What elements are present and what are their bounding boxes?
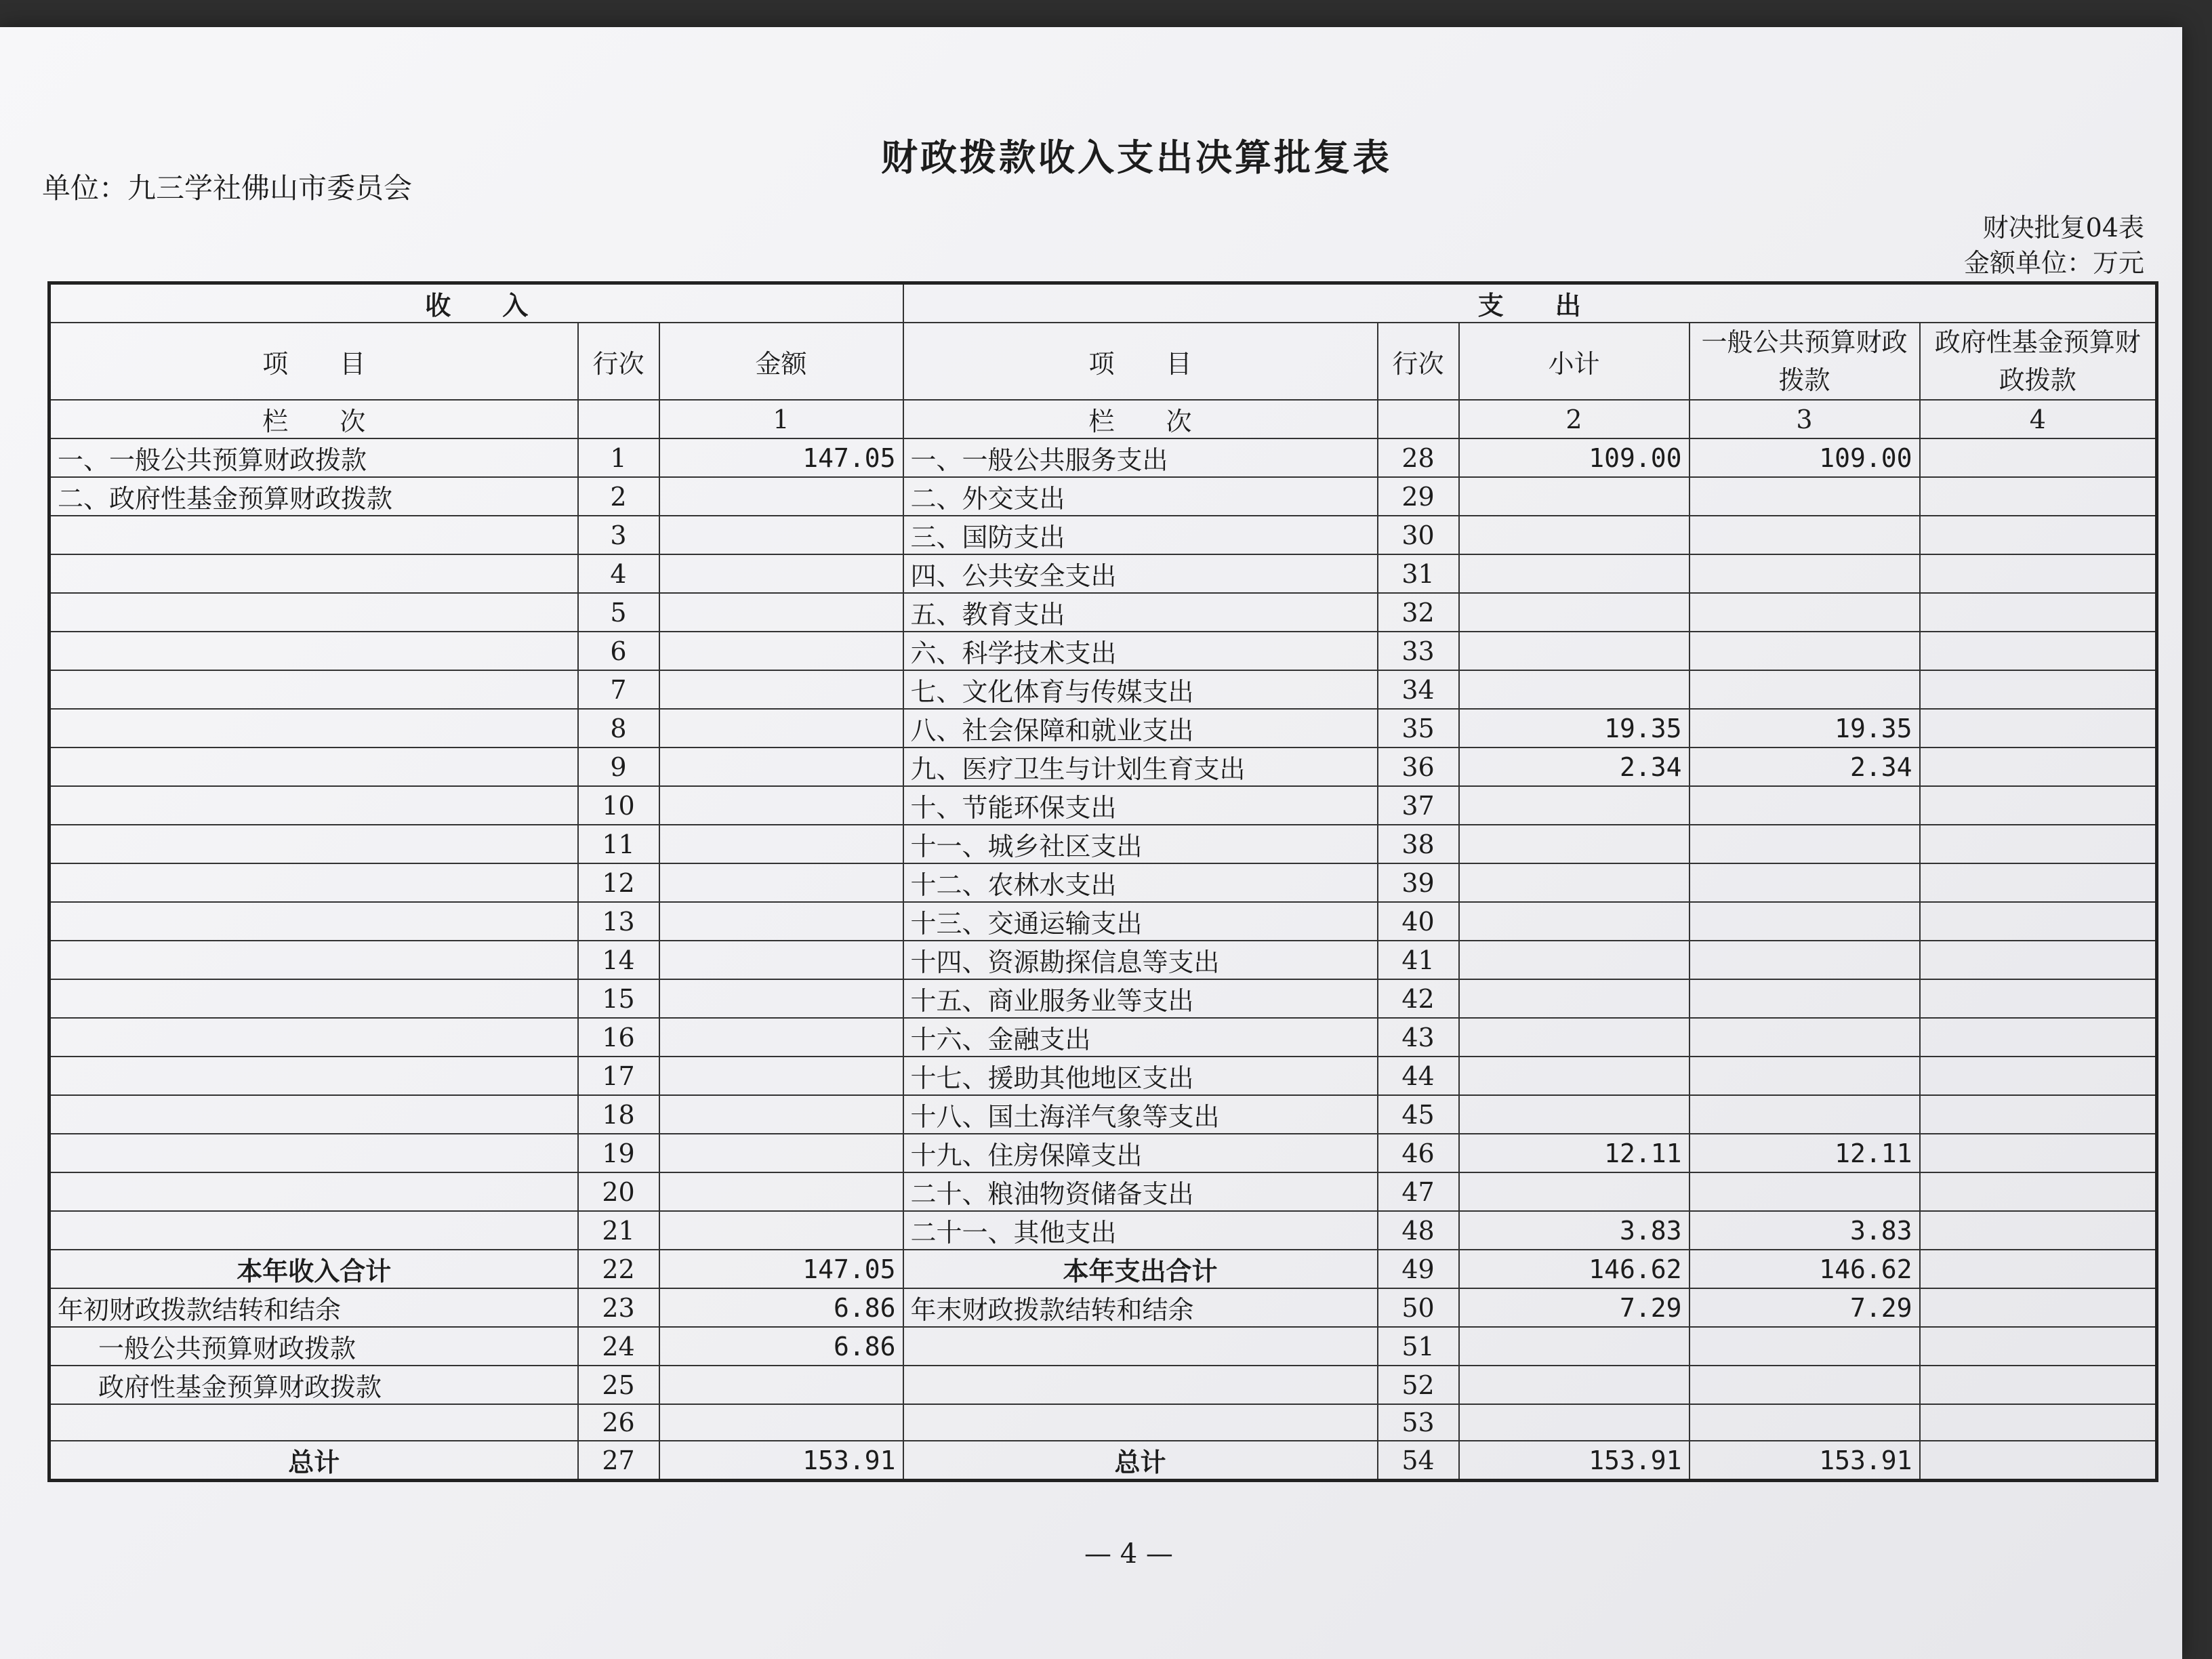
expense-line-cell: 39 bbox=[1378, 863, 1459, 902]
table-row bbox=[49, 709, 2157, 747]
income-item-cell bbox=[49, 1095, 578, 1134]
table-row bbox=[49, 786, 2157, 825]
income-amount-cell bbox=[659, 1057, 903, 1095]
income-amount-cell: 153.91 bbox=[659, 1441, 903, 1481]
expense-line-cell: 40 bbox=[1378, 902, 1459, 941]
general-budget-cell bbox=[1689, 1172, 1920, 1211]
table-row bbox=[49, 1211, 2157, 1250]
income-line-cell: 7 bbox=[578, 670, 659, 709]
expense-item-cell: 十二、农林水支出 bbox=[903, 863, 1378, 902]
table-row bbox=[49, 1327, 2157, 1366]
expense-item-cell: 总计 bbox=[903, 1441, 1378, 1481]
income-line-header: 行次 bbox=[578, 323, 659, 400]
income-amount-cell bbox=[659, 1211, 903, 1250]
subtotal-header: 小计 bbox=[1459, 323, 1689, 400]
expense-line-cell: 45 bbox=[1378, 1095, 1459, 1134]
expense-line-cell: 46 bbox=[1378, 1134, 1459, 1172]
fund-budget-cell bbox=[1920, 632, 2157, 670]
income-item-cell bbox=[49, 1057, 578, 1095]
subtotal-cell bbox=[1459, 516, 1689, 554]
table-row bbox=[49, 593, 2157, 632]
general-col-number: 3 bbox=[1689, 400, 1920, 438]
fund-budget-cell bbox=[1920, 863, 2157, 902]
fund-budget-cell bbox=[1920, 1172, 2157, 1211]
general-budget-cell bbox=[1689, 1095, 1920, 1134]
table-row bbox=[49, 438, 2157, 477]
income-amount-cell: 6.86 bbox=[659, 1327, 903, 1366]
income-line-cell: 11 bbox=[578, 825, 659, 863]
subtotal-cell bbox=[1459, 1057, 1689, 1095]
income-amount-cell: 6.86 bbox=[659, 1288, 903, 1327]
expense-line-cell: 30 bbox=[1378, 516, 1459, 554]
subtotal-cell bbox=[1459, 1327, 1689, 1366]
form-meta bbox=[1964, 210, 2144, 281]
income-line-cell: 22 bbox=[578, 1250, 659, 1288]
subtotal-cell: 109.00 bbox=[1459, 438, 1689, 477]
general-budget-cell bbox=[1689, 941, 1920, 979]
expense-item-cell bbox=[903, 1404, 1378, 1441]
fund-budget-cell bbox=[1920, 825, 2157, 863]
expense-item-cell: 十、节能环保支出 bbox=[903, 786, 1378, 825]
expense-line-cell: 52 bbox=[1378, 1366, 1459, 1404]
expense-line-cell: 41 bbox=[1378, 941, 1459, 979]
expense-line-cell: 31 bbox=[1378, 554, 1459, 593]
fund-budget-cell bbox=[1920, 1057, 2157, 1095]
income-amount-cell bbox=[659, 1366, 903, 1404]
fund-budget-cell bbox=[1920, 516, 2157, 554]
general-budget-cell bbox=[1689, 1404, 1920, 1441]
income-amount-cell: 147.05 bbox=[659, 438, 903, 477]
subtotal-cell: 19.35 bbox=[1459, 709, 1689, 747]
income-item-cell bbox=[49, 1134, 578, 1172]
income-amount-cell bbox=[659, 670, 903, 709]
income-item-cell bbox=[49, 1018, 578, 1057]
general-budget-cell bbox=[1689, 825, 1920, 863]
subtotal-cell bbox=[1459, 670, 1689, 709]
expense-item-cell: 五、教育支出 bbox=[903, 593, 1378, 632]
income-amount-cell bbox=[659, 825, 903, 863]
expense-item-cell: 年末财政拨款结转和结余 bbox=[903, 1288, 1378, 1327]
table-row bbox=[49, 979, 2157, 1018]
income-line-cell: 8 bbox=[578, 709, 659, 747]
income-item-cell bbox=[49, 1172, 578, 1211]
expense-item-cell: 四、公共安全支出 bbox=[903, 554, 1378, 593]
income-item-cell: 一、一般公共预算财政拨款 bbox=[49, 438, 578, 477]
expense-line-cell: 44 bbox=[1378, 1057, 1459, 1095]
general-budget-cell: 2.34 bbox=[1689, 747, 1920, 786]
income-line-cell: 23 bbox=[578, 1288, 659, 1327]
income-amount-header: 金额 bbox=[659, 323, 903, 400]
general-budget-cell bbox=[1689, 1327, 1920, 1366]
subtotal-cell bbox=[1459, 1018, 1689, 1057]
income-item-cell bbox=[49, 632, 578, 670]
document-sheet bbox=[0, 27, 2182, 1659]
expense-item-cell: 十一、城乡社区支出 bbox=[903, 825, 1378, 863]
subtotal-cell bbox=[1459, 593, 1689, 632]
expense-item-cell: 九、医疗卫生与计划生育支出 bbox=[903, 747, 1378, 786]
table-row bbox=[49, 825, 2157, 863]
general-budget-cell bbox=[1689, 670, 1920, 709]
general-budget-cell: 146.62 bbox=[1689, 1250, 1920, 1288]
expense-line-cell: 34 bbox=[1378, 670, 1459, 709]
income-line-cell: 18 bbox=[578, 1095, 659, 1134]
expense-item-cell: 十七、援助其他地区支出 bbox=[903, 1057, 1378, 1095]
expense-line-cell: 38 bbox=[1378, 825, 1459, 863]
table-row bbox=[49, 1366, 2157, 1404]
income-line-cell: 12 bbox=[578, 863, 659, 902]
income-amount-cell bbox=[659, 1134, 903, 1172]
income-item-cell bbox=[49, 941, 578, 979]
income-line-cell: 17 bbox=[578, 1057, 659, 1095]
income-amount-cell: 147.05 bbox=[659, 1250, 903, 1288]
fund-budget-cell bbox=[1920, 1018, 2157, 1057]
income-amount-cell bbox=[659, 979, 903, 1018]
table-row bbox=[49, 1441, 2157, 1481]
table-row bbox=[49, 863, 2157, 902]
income-line-cell: 5 bbox=[578, 593, 659, 632]
table-row bbox=[49, 1250, 2157, 1288]
expense-item-cell: 六、科学技术支出 bbox=[903, 632, 1378, 670]
general-budget-cell: 109.00 bbox=[1689, 438, 1920, 477]
expense-line-cell: 48 bbox=[1378, 1211, 1459, 1250]
subtotal-cell bbox=[1459, 863, 1689, 902]
subtotal-cell: 153.91 bbox=[1459, 1441, 1689, 1481]
general-budget-cell bbox=[1689, 516, 1920, 554]
income-item-cell bbox=[49, 670, 578, 709]
general-budget-cell bbox=[1689, 632, 1920, 670]
fund-budget-cell bbox=[1920, 1366, 2157, 1404]
expense-item-cell: 八、社会保障和就业支出 bbox=[903, 709, 1378, 747]
expense-item-cell: 二、外交支出 bbox=[903, 477, 1378, 516]
expense-item-cell: 二十、粮油物资储备支出 bbox=[903, 1172, 1378, 1211]
subtotal-cell bbox=[1459, 477, 1689, 516]
fund-col-number: 4 bbox=[1920, 400, 2157, 438]
fund-budget-cell bbox=[1920, 670, 2157, 709]
income-item-cell bbox=[49, 554, 578, 593]
income-item-cell bbox=[49, 902, 578, 941]
settlement-table bbox=[47, 281, 2158, 1482]
income-amount-cell bbox=[659, 554, 903, 593]
general-budget-cell bbox=[1689, 1057, 1920, 1095]
income-item-cell bbox=[49, 1404, 578, 1441]
income-amount-cell bbox=[659, 709, 903, 747]
expense-item-cell bbox=[903, 1327, 1378, 1366]
table-row bbox=[49, 477, 2157, 516]
expense-item-cell: 十五、商业服务业等支出 bbox=[903, 979, 1378, 1018]
subtotal-cell bbox=[1459, 1172, 1689, 1211]
income-line-cell: 14 bbox=[578, 941, 659, 979]
expense-line-cell: 53 bbox=[1378, 1404, 1459, 1441]
income-line-cell: 1 bbox=[578, 438, 659, 477]
income-line-cell: 9 bbox=[578, 747, 659, 786]
subtotal-cell: 3.83 bbox=[1459, 1211, 1689, 1250]
income-line-cell: 4 bbox=[578, 554, 659, 593]
expense-item-cell: 十九、住房保障支出 bbox=[903, 1134, 1378, 1172]
expense-item-cell: 三、国防支出 bbox=[903, 516, 1378, 554]
income-item-cell: 政府性基金预算财政拨款 bbox=[49, 1366, 578, 1404]
expense-line-cell: 29 bbox=[1378, 477, 1459, 516]
table-row bbox=[49, 902, 2157, 941]
expense-line-col-blank bbox=[1378, 400, 1459, 438]
income-line-cell: 2 bbox=[578, 477, 659, 516]
income-line-cell: 10 bbox=[578, 786, 659, 825]
subtotal-cell bbox=[1459, 902, 1689, 941]
form-number: 财决批复04表 bbox=[1982, 213, 2144, 243]
expense-item-cell: 十六、金融支出 bbox=[903, 1018, 1378, 1057]
income-item-cell: 本年收入合计 bbox=[49, 1250, 578, 1288]
table-row bbox=[49, 554, 2157, 593]
income-amount-cell bbox=[659, 747, 903, 786]
fund-budget-cell bbox=[1920, 554, 2157, 593]
income-line-cell: 21 bbox=[578, 1211, 659, 1250]
income-amount-cell bbox=[659, 516, 903, 554]
general-budget-cell bbox=[1689, 593, 1920, 632]
fund-budget-cell bbox=[1920, 477, 2157, 516]
income-amount-cell bbox=[659, 786, 903, 825]
expense-item-cell: 一、一般公共服务支出 bbox=[903, 438, 1378, 477]
income-header: 收 入 bbox=[49, 283, 903, 323]
expense-line-cell: 50 bbox=[1378, 1288, 1459, 1327]
subtotal-cell bbox=[1459, 941, 1689, 979]
page-title: 财政拨款收入支出决算批复表 bbox=[881, 136, 1392, 179]
income-item-cell: 一般公共预算财政拨款 bbox=[49, 1327, 578, 1366]
fund-budget-cell bbox=[1920, 1250, 2157, 1288]
income-column-label: 栏 次 bbox=[49, 400, 578, 438]
table-row bbox=[49, 670, 2157, 709]
fund-budget-cell bbox=[1920, 1404, 2157, 1441]
income-line-cell: 24 bbox=[578, 1327, 659, 1366]
income-item-header: 项 目 bbox=[49, 323, 578, 400]
expense-line-cell: 49 bbox=[1378, 1250, 1459, 1288]
expense-item-cell: 二十一、其他支出 bbox=[903, 1211, 1378, 1250]
expense-item-cell: 十三、交通运输支出 bbox=[903, 902, 1378, 941]
unit-label: 单位：九三学社佛山市委员会 bbox=[42, 171, 413, 205]
fund-budget-cell bbox=[1920, 941, 2157, 979]
income-item-cell bbox=[49, 863, 578, 902]
expense-item-cell: 十四、资源勘探信息等支出 bbox=[903, 941, 1378, 979]
expense-line-cell: 33 bbox=[1378, 632, 1459, 670]
income-line-cell: 6 bbox=[578, 632, 659, 670]
expense-item-cell: 七、文化体育与传媒支出 bbox=[903, 670, 1378, 709]
fund-budget-cell bbox=[1920, 1327, 2157, 1366]
expense-header: 支 出 bbox=[903, 283, 2157, 323]
fund-budget-cell bbox=[1920, 902, 2157, 941]
income-amount-cell bbox=[659, 1095, 903, 1134]
general-budget-cell: 12.11 bbox=[1689, 1134, 1920, 1172]
expense-line-cell: 54 bbox=[1378, 1441, 1459, 1481]
fund-budget-cell bbox=[1920, 1134, 2157, 1172]
table-row bbox=[49, 941, 2157, 979]
expense-line-cell: 37 bbox=[1378, 786, 1459, 825]
general-budget-cell bbox=[1689, 786, 1920, 825]
subtotal-col-number: 2 bbox=[1459, 400, 1689, 438]
income-amount-cell bbox=[659, 1404, 903, 1441]
income-item-cell bbox=[49, 825, 578, 863]
fund-budget-cell bbox=[1920, 1441, 2157, 1481]
expense-line-cell: 36 bbox=[1378, 747, 1459, 786]
income-item-cell: 总计 bbox=[49, 1441, 578, 1481]
fund-budget-cell bbox=[1920, 979, 2157, 1018]
income-line-cell: 16 bbox=[578, 1018, 659, 1057]
income-amount-cell bbox=[659, 632, 903, 670]
expense-item-cell bbox=[903, 1366, 1378, 1404]
table-row bbox=[49, 1134, 2157, 1172]
income-line-cell: 27 bbox=[578, 1441, 659, 1481]
table-row bbox=[49, 632, 2157, 670]
table-row bbox=[49, 1172, 2157, 1211]
income-item-cell bbox=[49, 516, 578, 554]
income-item-cell bbox=[49, 593, 578, 632]
subtotal-cell bbox=[1459, 632, 1689, 670]
general-budget-cell: 153.91 bbox=[1689, 1441, 1920, 1481]
table-row bbox=[49, 747, 2157, 786]
income-col-number: 1 bbox=[659, 400, 903, 438]
income-line-cell: 20 bbox=[578, 1172, 659, 1211]
fund-budget-cell bbox=[1920, 1211, 2157, 1250]
table-row bbox=[49, 1018, 2157, 1057]
fund-budget-cell bbox=[1920, 709, 2157, 747]
subtotal-cell bbox=[1459, 825, 1689, 863]
fund-budget-cell bbox=[1920, 1288, 2157, 1327]
fund-budget-cell bbox=[1920, 438, 2157, 477]
income-line-cell: 26 bbox=[578, 1404, 659, 1441]
fund-budget-cell bbox=[1920, 593, 2157, 632]
income-line-col-blank bbox=[578, 400, 659, 438]
general-budget-cell bbox=[1689, 979, 1920, 1018]
income-amount-cell bbox=[659, 1172, 903, 1211]
fund-budget-cell bbox=[1920, 747, 2157, 786]
amount-unit: 金额单位：万元 bbox=[1963, 248, 2144, 278]
subtotal-cell bbox=[1459, 786, 1689, 825]
expense-line-cell: 43 bbox=[1378, 1018, 1459, 1057]
subtotal-cell bbox=[1459, 554, 1689, 593]
expense-item-cell: 本年支出合计 bbox=[903, 1250, 1378, 1288]
table-row bbox=[49, 1404, 2157, 1441]
fund-budget-cell bbox=[1920, 1095, 2157, 1134]
income-amount-cell bbox=[659, 863, 903, 902]
expense-line-cell: 47 bbox=[1378, 1172, 1459, 1211]
expense-line-cell: 32 bbox=[1378, 593, 1459, 632]
general-budget-cell bbox=[1689, 1018, 1920, 1057]
subtotal-cell: 146.62 bbox=[1459, 1250, 1689, 1288]
general-budget-cell: 19.35 bbox=[1689, 709, 1920, 747]
expense-line-cell: 42 bbox=[1378, 979, 1459, 1018]
expense-line-cell: 51 bbox=[1378, 1327, 1459, 1366]
subtotal-cell: 12.11 bbox=[1459, 1134, 1689, 1172]
subtotal-cell: 2.34 bbox=[1459, 747, 1689, 786]
income-item-cell bbox=[49, 786, 578, 825]
income-line-cell: 25 bbox=[578, 1366, 659, 1404]
income-item-cell bbox=[49, 709, 578, 747]
income-amount-cell bbox=[659, 593, 903, 632]
table-row bbox=[49, 516, 2157, 554]
income-amount-cell bbox=[659, 477, 903, 516]
subtotal-cell: 7.29 bbox=[1459, 1288, 1689, 1327]
income-line-cell: 13 bbox=[578, 902, 659, 941]
general-budget-header: 一般公共预算财政拨款 bbox=[1689, 323, 1920, 400]
income-line-cell: 3 bbox=[578, 516, 659, 554]
page-number: — 4 — bbox=[1084, 1538, 1173, 1570]
income-line-cell: 15 bbox=[578, 979, 659, 1018]
general-budget-cell bbox=[1689, 863, 1920, 902]
expense-column-label: 栏 次 bbox=[903, 400, 1378, 438]
income-item-cell bbox=[49, 979, 578, 1018]
income-amount-cell bbox=[659, 941, 903, 979]
expense-item-header: 项 目 bbox=[903, 323, 1378, 400]
income-item-cell: 二、政府性基金预算财政拨款 bbox=[49, 477, 578, 516]
subtotal-cell bbox=[1459, 1366, 1689, 1404]
general-budget-cell: 3.83 bbox=[1689, 1211, 1920, 1250]
expense-line-cell: 28 bbox=[1378, 438, 1459, 477]
expense-item-cell: 十八、国土海洋气象等支出 bbox=[903, 1095, 1378, 1134]
subtotal-cell bbox=[1459, 1095, 1689, 1134]
income-amount-cell bbox=[659, 902, 903, 941]
fund-budget-header: 政府性基金预算财政拨款 bbox=[1920, 323, 2157, 400]
income-item-cell bbox=[49, 1211, 578, 1250]
general-budget-cell bbox=[1689, 1366, 1920, 1404]
general-budget-cell: 7.29 bbox=[1689, 1288, 1920, 1327]
income-amount-cell bbox=[659, 1018, 903, 1057]
subtotal-cell bbox=[1459, 1404, 1689, 1441]
general-budget-cell bbox=[1689, 902, 1920, 941]
expense-line-cell: 35 bbox=[1378, 709, 1459, 747]
table-row bbox=[49, 1288, 2157, 1327]
fund-budget-cell bbox=[1920, 786, 2157, 825]
table-row bbox=[49, 1095, 2157, 1134]
general-budget-cell bbox=[1689, 554, 1920, 593]
subtotal-cell bbox=[1459, 979, 1689, 1018]
expense-line-header: 行次 bbox=[1378, 323, 1459, 400]
income-line-cell: 19 bbox=[578, 1134, 659, 1172]
table-row bbox=[49, 1057, 2157, 1095]
general-budget-cell bbox=[1689, 477, 1920, 516]
income-item-cell bbox=[49, 747, 578, 786]
income-item-cell: 年初财政拨款结转和结余 bbox=[49, 1288, 578, 1327]
